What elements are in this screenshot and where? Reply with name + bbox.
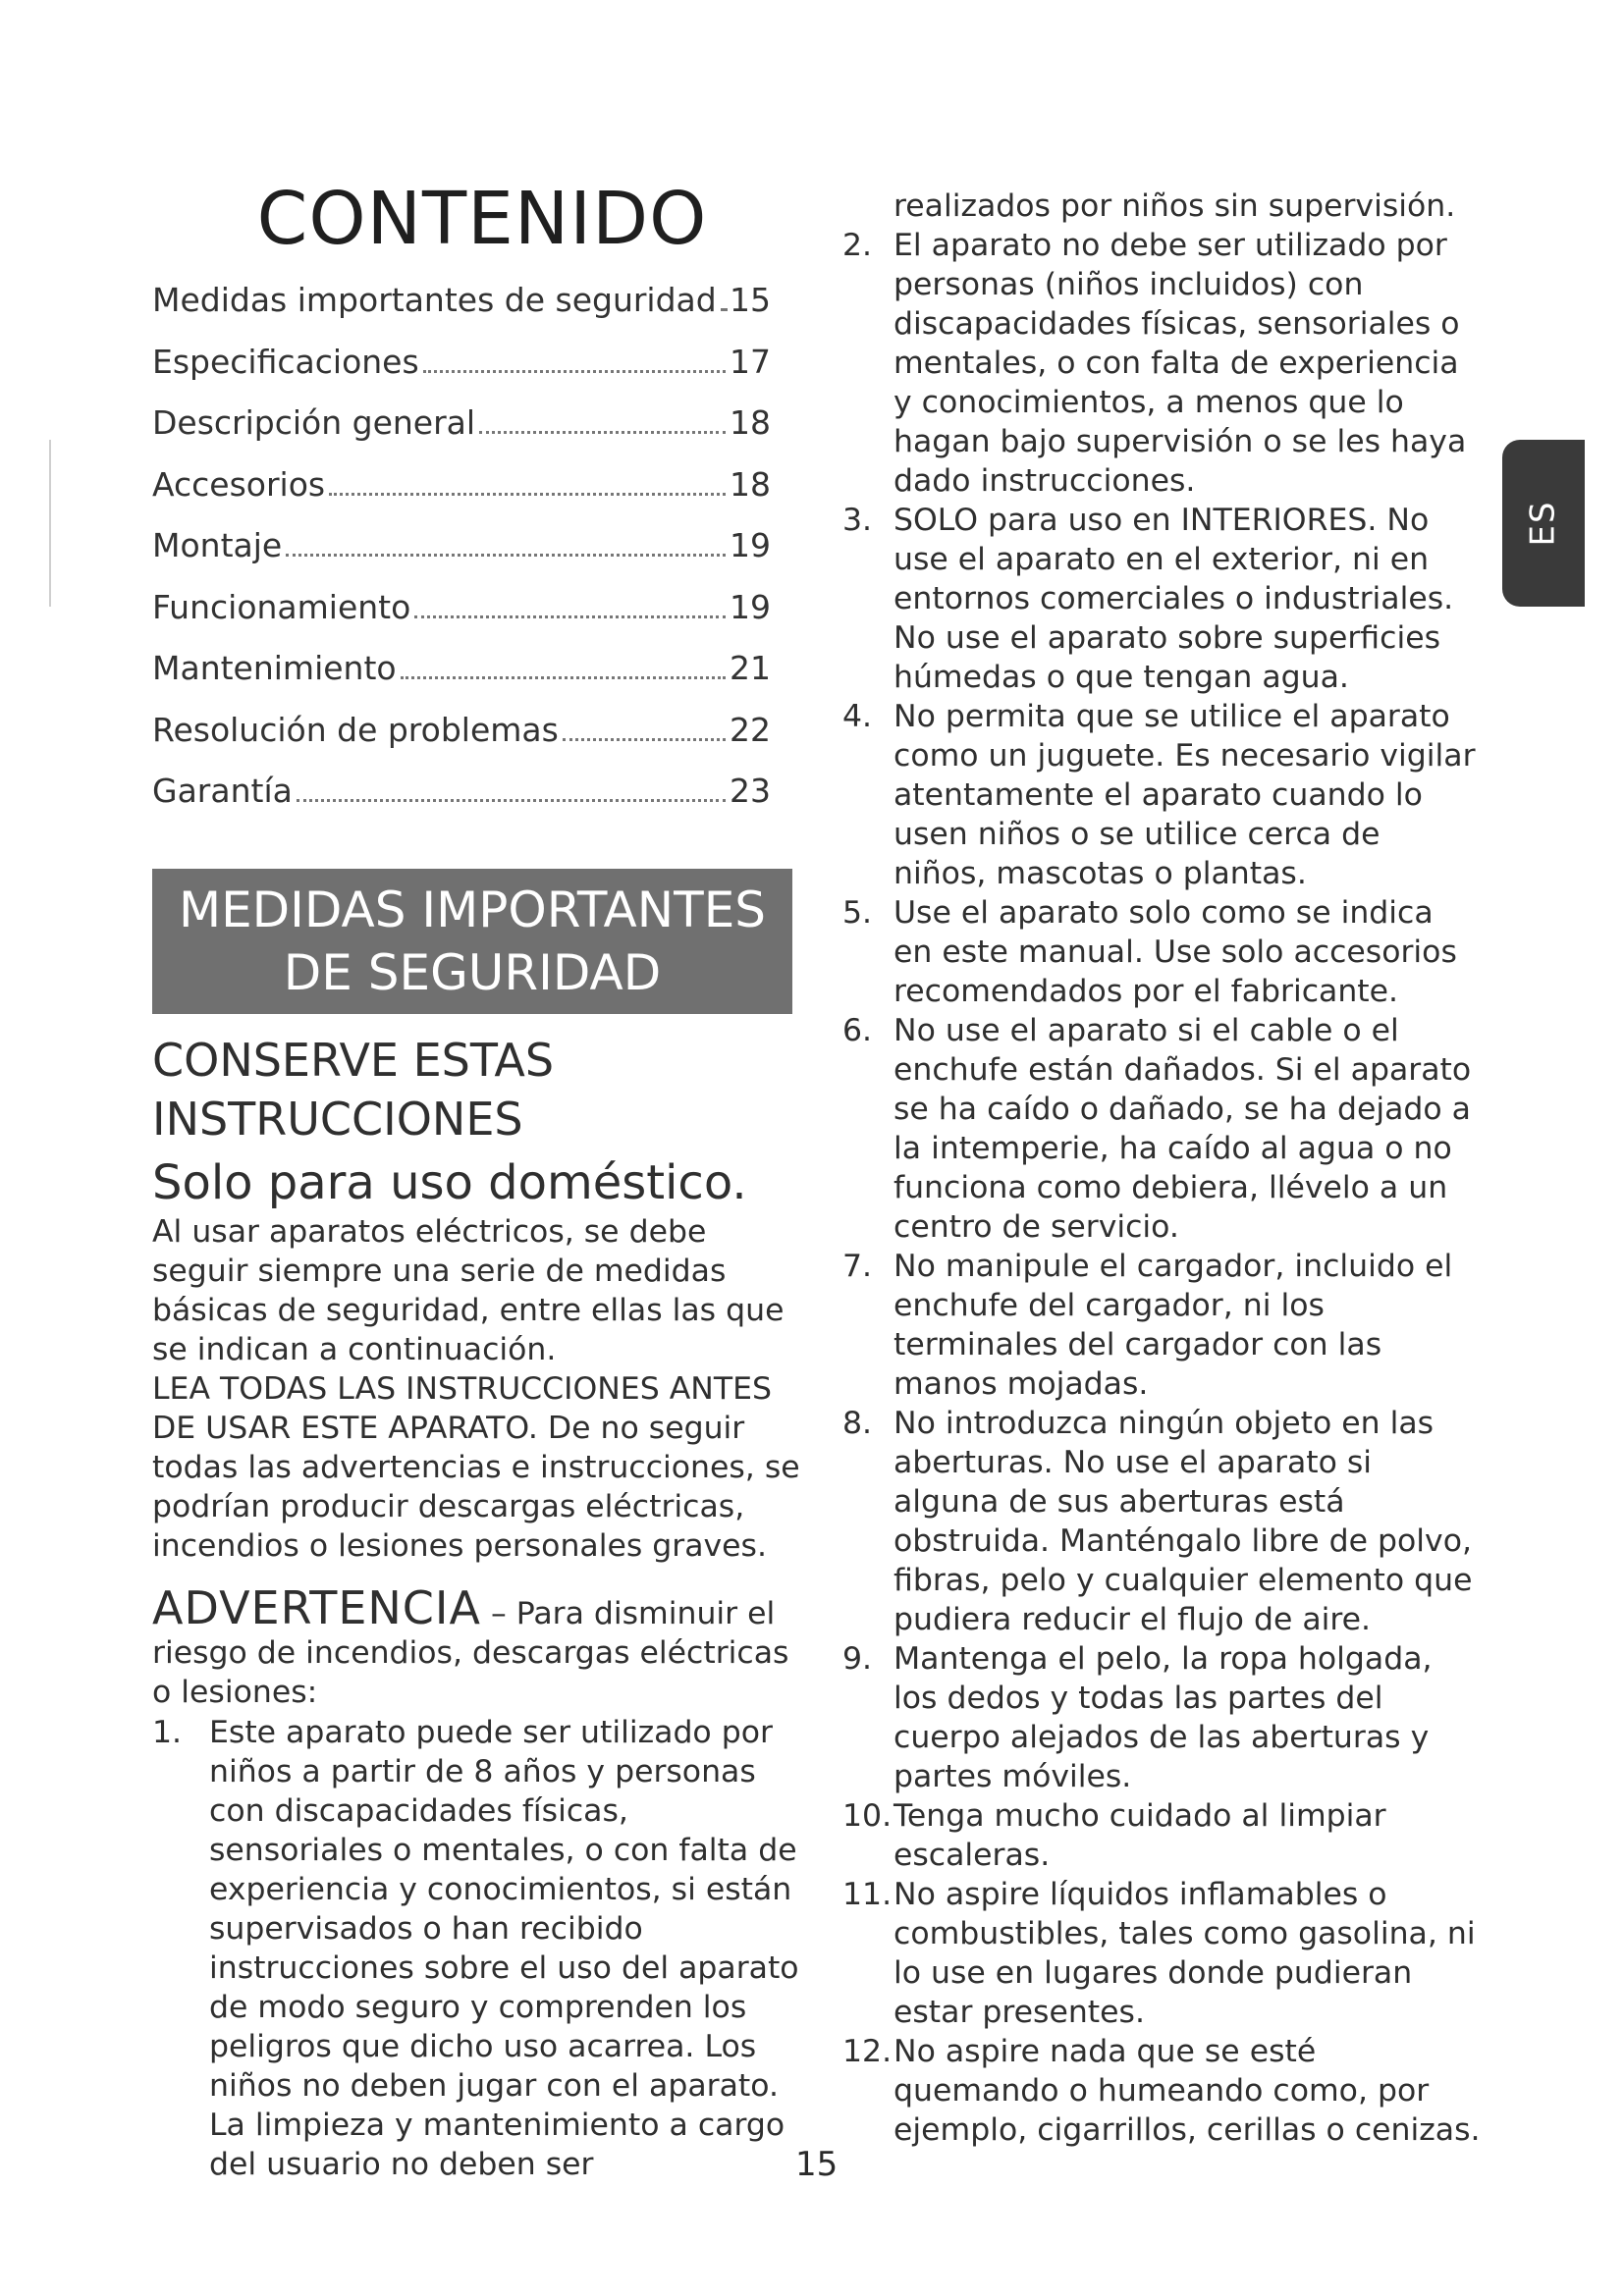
toc-entry-page: 15 [730, 281, 771, 319]
toc-entry-page: 17 [730, 342, 771, 381]
warning-word: ADVERTENCIA [152, 1581, 481, 1634]
toc-entry [152, 588, 771, 650]
list-item [842, 697, 1481, 893]
item-text: El aparato no debe ser utilizado por personas (niños incluidos) con discapacidades físicas, sensoriales o mentales, o con falta de experiencia y conocimientos, a menos que lo hagan bajo supervisión o se les haya dado instrucciones. [893, 228, 1467, 499]
toc-entry-label: Montaje [152, 526, 283, 564]
toc-entry [152, 772, 771, 833]
language-tab [1502, 440, 1585, 607]
intro-paragraph: Al usar aparatos eléctricos, se debe seguir siempre una serie de medidas básicas de seguridad, entre ellas las que se indican a continuación. [152, 1214, 785, 1367]
toc-leader-dots [297, 799, 726, 802]
item-text: No introduzca ningún objeto en las aberturas. No use el aparato si alguna de sus aberturas está obstruida. Manténgalo libre de polvo, fibras, pelo y cualquier elemento que pudiera reducir el flujo de aire. [893, 1406, 1473, 1637]
item-number: 11. [842, 1877, 893, 1912]
safety-list-right [842, 226, 1481, 2150]
toc-entry-page: 19 [730, 587, 771, 626]
margin-mark [49, 440, 51, 607]
toc-entry-label: Descripción general [152, 403, 476, 442]
warning-text: – Para disminuir el riesgo de incendios, descargas eléctricas o lesiones: [152, 1596, 789, 1710]
toc-entry-label: Funcionamiento [152, 587, 411, 626]
item-text: No aspire nada que se esté quemando o humeando como, por ejemplo, cigarrillos, cerillas o cenizas. [893, 2034, 1481, 2148]
page-number: 15 [795, 2145, 839, 2184]
toc-entry-label: Garantía [152, 772, 293, 810]
toc-entry [152, 711, 771, 773]
toc-leader-dots [423, 370, 726, 373]
toc-leader-dots [563, 738, 726, 741]
item-number: 12. [842, 2034, 893, 2069]
item-number: 4. [842, 699, 873, 734]
banner-line-2: DE SEGURIDAD [283, 944, 662, 1001]
toc-leader-dots [329, 493, 726, 496]
toc-entry-label: Especificaciones [152, 342, 419, 381]
toc-leader-dots [721, 308, 726, 311]
toc-entry-page: 18 [730, 403, 771, 442]
list-item [842, 1011, 1481, 1247]
item-1-continuation: realizados por niños sin supervisión. [893, 188, 1456, 224]
toc-leader-dots [286, 554, 726, 557]
item-text: No manipule el cargador, incluido el enchufe del cargador, ni los terminales del cargador con las manos mojadas. [893, 1249, 1453, 1402]
toc-entry [152, 526, 771, 588]
item-number: 1. [152, 1715, 183, 1750]
conserve-line-1: CONSERVE ESTAS [152, 1034, 555, 1087]
toc-title: CONTENIDO [256, 177, 708, 261]
safety-list-left [152, 1713, 800, 2184]
list-item [842, 226, 1481, 501]
toc-leader-dots [479, 431, 726, 434]
toc-list [152, 281, 792, 833]
item-number: 6. [842, 1013, 873, 1048]
list-item [842, 501, 1481, 697]
item-number: 2. [842, 228, 873, 263]
item-text: Mantenga el pelo, la ropa holgada, los dedos y todas las partes del cuerpo alejados de las aberturas y partes móviles. [893, 1641, 1433, 1794]
toc-entry [152, 649, 771, 711]
item-number: 10. [842, 1798, 893, 1834]
item-text: Este aparato puede ser utilizado por niños a partir de 8 años y personas con discapacidades físicas, sensoriales o mentales, o con falta de experiencia y conocimientos, si están supervisados o han recibido instrucciones sobre el uso del aparato de modo seguro y comprenden los peligros que dicho uso acarrea. Los niños no deben jugar con el aparato. La limpieza y mantenimiento a cargo del usuario no deben ser [209, 1715, 799, 2182]
toc-entry-page: 19 [730, 526, 771, 564]
list-item [842, 1639, 1481, 1796]
toc-entry-page: 21 [730, 649, 771, 687]
toc-entry-page: 22 [730, 710, 771, 749]
toc-entry-label: Accesorios [152, 464, 326, 504]
toc-entry [152, 403, 771, 465]
list-item [842, 1247, 1481, 1404]
table-of-contents [152, 177, 792, 833]
item-number: 5. [842, 895, 873, 931]
read-all-paragraph: LEA TODAS LAS INSTRUCCIONES ANTES DE USAR ESTE APARATO. De no seguir todas las advertencias e instrucciones, se podrían producir descargas eléctricas, incendios o lesiones personales graves. [152, 1371, 800, 1564]
toc-entry-label: Mantenimiento [152, 649, 397, 687]
safety-banner [152, 869, 792, 1014]
list-item [152, 1713, 800, 2184]
item-text: No use el aparato si el cable o el enchufe están dañados. Si el aparato se ha caído o dañado, se ha dejado a la intemperie, ha caído al agua o no funciona como debiera, llévelo a un centro de servicio. [893, 1013, 1472, 1245]
toc-entry [152, 343, 771, 404]
toc-entry [152, 465, 771, 527]
language-tab-label: ES [1523, 500, 1563, 547]
banner-line-1: MEDIDAS IMPORTANTES [178, 881, 767, 938]
toc-entry [152, 281, 771, 343]
item-text: SOLO para uso en INTERIORES. No use el aparato en el exterior, ni en entornos comerciales o industriales. No use el aparato sobre superficies húmedas o que tengan agua. [893, 503, 1454, 695]
list-item [842, 1796, 1481, 1875]
warning-paragraph [152, 1581, 800, 1712]
item-text: No aspire líquidos inflamables o combustibles, tales como gasolina, ni lo use en lugares donde pudieran estar presentes. [893, 1877, 1476, 2030]
toc-entry-page: 18 [730, 464, 771, 504]
toc-leader-dots [401, 676, 726, 679]
item-number: 8. [842, 1406, 873, 1441]
toc-leader-dots [414, 615, 726, 618]
domestic-heading: Solo para uso doméstico. [152, 1155, 747, 1210]
item-number: 9. [842, 1641, 873, 1677]
conserve-heading [152, 1031, 800, 1148]
list-item [842, 2032, 1481, 2150]
toc-entry-page: 23 [730, 772, 771, 810]
list-item [842, 893, 1481, 1011]
conserve-line-2: INSTRUCCIONES [152, 1093, 523, 1146]
item-number: 3. [842, 503, 873, 538]
item-number: 7. [842, 1249, 873, 1284]
item-text: No permita que se utilice el aparato como un juguete. Es necesario vigilar atentamente el aparato cuando lo usen niños o se utilice cerca de niños, mascotas o plantas. [893, 699, 1476, 891]
item-text: Tenga mucho cuidado al limpiar escaleras. [893, 1798, 1386, 1873]
toc-entry-label: Medidas importantes de seguridad [152, 281, 717, 319]
toc-entry-label: Resolución de problemas [152, 710, 559, 749]
list-item [842, 1875, 1481, 2032]
item-text: Use el aparato solo como se indica en este manual. Use solo accesorios recomendados por el fabricante. [893, 895, 1457, 1009]
list-item [842, 1404, 1481, 1639]
